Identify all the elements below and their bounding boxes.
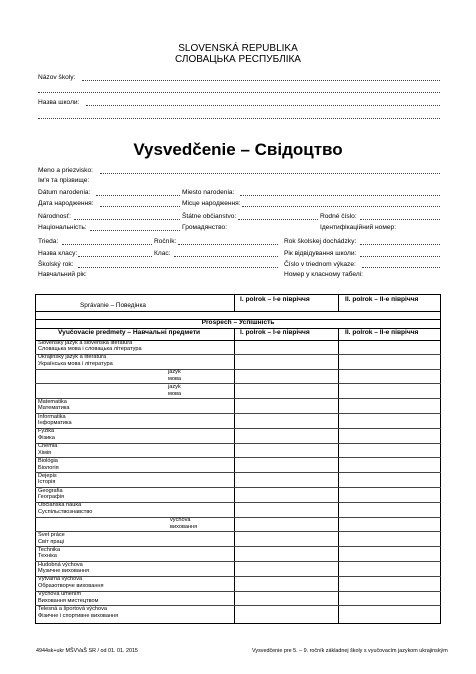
subject-name-sk: Výtvarná výchova: [38, 576, 83, 583]
grade-cell-half-year-1[interactable]: [234, 383, 337, 398]
subject-name-uk: Музичне виховання: [38, 568, 90, 575]
grade-cell-half-year-2[interactable]: [338, 517, 440, 532]
grade-cell-half-year-2[interactable]: [338, 398, 440, 413]
half-year-1-header: I. polrok – I-е півріччя: [240, 296, 310, 303]
document-title: Vysvedčenie – Свідоцтво: [133, 140, 343, 159]
grade-cell-half-year-1[interactable]: [234, 472, 337, 487]
half-year-2-header: II. polrok – II-е півріччя: [345, 296, 419, 303]
grade-cell-half-year-2[interactable]: [338, 443, 440, 458]
grade-cell-half-year-1[interactable]: [234, 546, 337, 561]
class-label-uk: Назва класу:: [38, 250, 78, 257]
grade-label-uk: Клас:: [154, 250, 171, 257]
subject-name-uk: Фізика: [38, 435, 55, 441]
grade-cell-half-year-1[interactable]: [234, 531, 337, 546]
grade-cell-half-year-1[interactable]: [234, 561, 337, 576]
grade-cell-half-year-1[interactable]: [234, 605, 337, 620]
subject-name-uk: Фізичне і спортивне виховання: [38, 612, 119, 619]
birth-date-label-uk: Дата народження:: [38, 200, 94, 207]
class-label-sk: Trieda:: [38, 238, 59, 245]
grade-label-sk: Ročník:: [154, 238, 177, 245]
grade-cell-half-year-2[interactable]: [338, 383, 440, 398]
grade-cell-half-year-2[interactable]: [338, 369, 440, 384]
subject-name-sk: Svet práce: [38, 532, 65, 538]
subject-name-sk: Biológia: [38, 458, 58, 464]
register-number-label-sk: Číslo v triednom výkaze:: [284, 261, 356, 268]
grade-cell-half-year-2[interactable]: [338, 576, 440, 591]
subject-name-sk: jazyk: [168, 369, 181, 376]
school-year-label-sk: Školský rok:: [38, 261, 74, 268]
subject-name-sk: Dejepis: [38, 472, 57, 479]
subject-name-uk: Українська мова і література: [38, 361, 113, 367]
grade-cell-half-year-2[interactable]: [338, 591, 440, 606]
grade-cell-half-year-1[interactable]: [234, 457, 337, 472]
birth-place-field[interactable]: [240, 195, 440, 196]
grade-cell-half-year-2[interactable]: [338, 413, 440, 428]
grade-cell-half-year-1[interactable]: [234, 487, 337, 502]
birth-date-label-sk: Dátum narodenia:: [38, 189, 91, 196]
subject-name-uk: Історія: [38, 479, 56, 486]
id-number-label-uk: Ідентифікаційний номер:: [320, 224, 397, 231]
subject-name-sk: Občianska náuka: [38, 502, 82, 509]
subject-name-uk: мова: [168, 375, 181, 382]
citizenship-field[interactable]: [238, 219, 318, 220]
grade-cell-half-year-2[interactable]: [338, 457, 440, 472]
school-name-line-3[interactable]: [86, 105, 440, 106]
subject-name-sk: Slovenský jazyk a slovenská literatúra: [38, 339, 133, 346]
register-number-field[interactable]: [362, 267, 440, 268]
country-name-uk: СЛОВАЦЬКА РЕСПУБЛІКА: [175, 54, 301, 65]
school-year-field[interactable]: [78, 267, 278, 268]
footer-description: Vysvedčenie pre 5. – 9. ročník základnej školy s vyučovacím jazykom ukrajinským: [252, 648, 448, 654]
nationality-field[interactable]: [74, 219, 180, 220]
grade-cell-half-year-2[interactable]: [338, 605, 440, 620]
subject-name-sk: Ukrajinský jazyk a literatúra: [38, 354, 107, 361]
nationality-field-uk[interactable]: [90, 230, 180, 231]
subject-name-sk: Fyzika: [38, 428, 55, 435]
subject-name-sk: Hudobná výchova: [38, 561, 83, 568]
school-name-line-1[interactable]: [82, 80, 440, 81]
grade-cell-half-year-1[interactable]: [234, 591, 337, 606]
name-field[interactable]: [100, 173, 440, 174]
grade-cell-half-year-2[interactable]: [338, 428, 440, 443]
subject-name-uk: Хімія: [38, 449, 52, 456]
register-number-label-uk: Номер у класному табелі:: [284, 271, 363, 278]
grade-cell-half-year-2[interactable]: [338, 502, 440, 517]
grade-cell-half-year-1[interactable]: [234, 369, 337, 384]
class-field-uk[interactable]: [78, 256, 152, 257]
grade-cell-half-year-2[interactable]: [338, 339, 440, 354]
subject-name-uk: мова: [168, 390, 181, 397]
birth-date-field[interactable]: [96, 195, 180, 196]
subject-name-uk: Інформатика: [38, 420, 72, 427]
school-year-label-uk: Навчальний рік:: [38, 271, 87, 278]
grade-cell-half-year-2[interactable]: [338, 487, 440, 502]
grade-cell-half-year-1[interactable]: [234, 576, 337, 591]
school-name-label-uk: Назва школи:: [38, 99, 80, 106]
grade-cell-half-year-2[interactable]: [338, 531, 440, 546]
subject-name-sk: Telesná a športová výchova: [38, 606, 108, 612]
grade-cell-half-year-2[interactable]: [338, 354, 440, 369]
subject-name-sk: výchova: [170, 517, 191, 524]
subject-name-sk: Výchova umením: [38, 591, 82, 598]
birth-place-field-uk[interactable]: [242, 206, 440, 207]
grade-field[interactable]: [178, 244, 278, 245]
grade-cell-half-year-1[interactable]: [234, 443, 337, 458]
subject-name-uk: Словацька мова і словацька література: [38, 346, 142, 353]
half-year-2-header-2: II. polrok – II-е півріччя: [345, 329, 419, 336]
school-name-line-4[interactable]: [38, 118, 440, 119]
behavior-label: Správanie – Поведінка: [80, 302, 146, 309]
grade-field-uk[interactable]: [174, 256, 278, 257]
citizenship-label-uk: Громадянство:: [182, 224, 228, 231]
country-name-sk: SLOVENSKÁ REPUBLIKA: [178, 43, 298, 54]
grade-cell-half-year-1[interactable]: [234, 398, 337, 413]
grade-cell-half-year-1[interactable]: [234, 428, 337, 443]
class-field[interactable]: [62, 244, 152, 245]
birth-number-field[interactable]: [360, 219, 440, 220]
subject-name-uk: виховання: [170, 523, 198, 530]
subject-name-uk: Образотворче виховання: [38, 583, 104, 589]
progress-header: Prospech – Успішність: [201, 319, 275, 326]
half-year-1-header-2: I. polrok – I-е півріччя: [240, 329, 310, 336]
subject-name-sk: Technika: [38, 546, 61, 553]
name-label-sk: Meno a priezvisko:: [38, 167, 93, 174]
attendance-year-field[interactable]: [360, 244, 440, 245]
subject-name-uk: Математика: [38, 405, 70, 412]
footer-form-code: 4944sk+ukr MŠVVaŠ SR / od 01. 01. 2015: [36, 648, 138, 654]
attendance-year-label-sk: Rok školskej dochádzky:: [284, 238, 357, 245]
subject-name-uk: Виховання мистецтвом: [38, 597, 99, 604]
citizenship-label-sk: Štátne občianstvo:: [182, 213, 237, 220]
subject-name-sk: Informatika: [38, 413, 66, 420]
name-label-uk: Ім'я та прізвище:: [38, 177, 90, 184]
grade-cell-half-year-1[interactable]: [234, 413, 337, 428]
attendance-year-field-uk[interactable]: [360, 256, 440, 257]
school-name-label-sk: Názov školy:: [38, 74, 76, 81]
birth-place-label-sk: Miesto narodenia:: [182, 189, 235, 196]
birth-date-field-uk[interactable]: [100, 206, 180, 207]
subject-name-uk: Техніка: [38, 553, 57, 560]
grade-cell-half-year-2[interactable]: [338, 472, 440, 487]
grade-cell-half-year-1[interactable]: [234, 354, 337, 369]
grade-cell-half-year-1[interactable]: [234, 339, 337, 354]
subject-name-sk: Matematika: [38, 398, 67, 405]
subject-name-sk: Geografia: [38, 487, 63, 494]
school-name-line-2[interactable]: [38, 92, 440, 93]
subject-name-uk: Біологія: [38, 464, 59, 471]
birth-number-label-sk: Rodné číslo:: [320, 213, 357, 220]
subject-name-sk: Chémia: [38, 443, 58, 450]
birth-place-label-uk: Місце народження:: [182, 200, 241, 207]
subject-name-uk: Географія: [38, 494, 65, 501]
grade-cell-half-year-1[interactable]: [234, 517, 337, 532]
grade-cell-half-year-2[interactable]: [338, 546, 440, 561]
subject-name-uk: Суспільствознавство: [38, 509, 93, 515]
subjects-header: Vyučovacie predmety – Навчальні предмети: [58, 329, 201, 336]
subject-name-sk: jazyk: [168, 384, 181, 390]
grade-cell-half-year-1[interactable]: [234, 502, 337, 517]
nationality-label-sk: Národnosť:: [38, 213, 71, 220]
nationality-label-uk: Національність:: [38, 224, 87, 231]
attendance-year-label-uk: Рік відвідування школи:: [284, 250, 357, 257]
grade-cell-half-year-2[interactable]: [338, 561, 440, 576]
subject-name-uk: Світ праці: [38, 538, 65, 545]
